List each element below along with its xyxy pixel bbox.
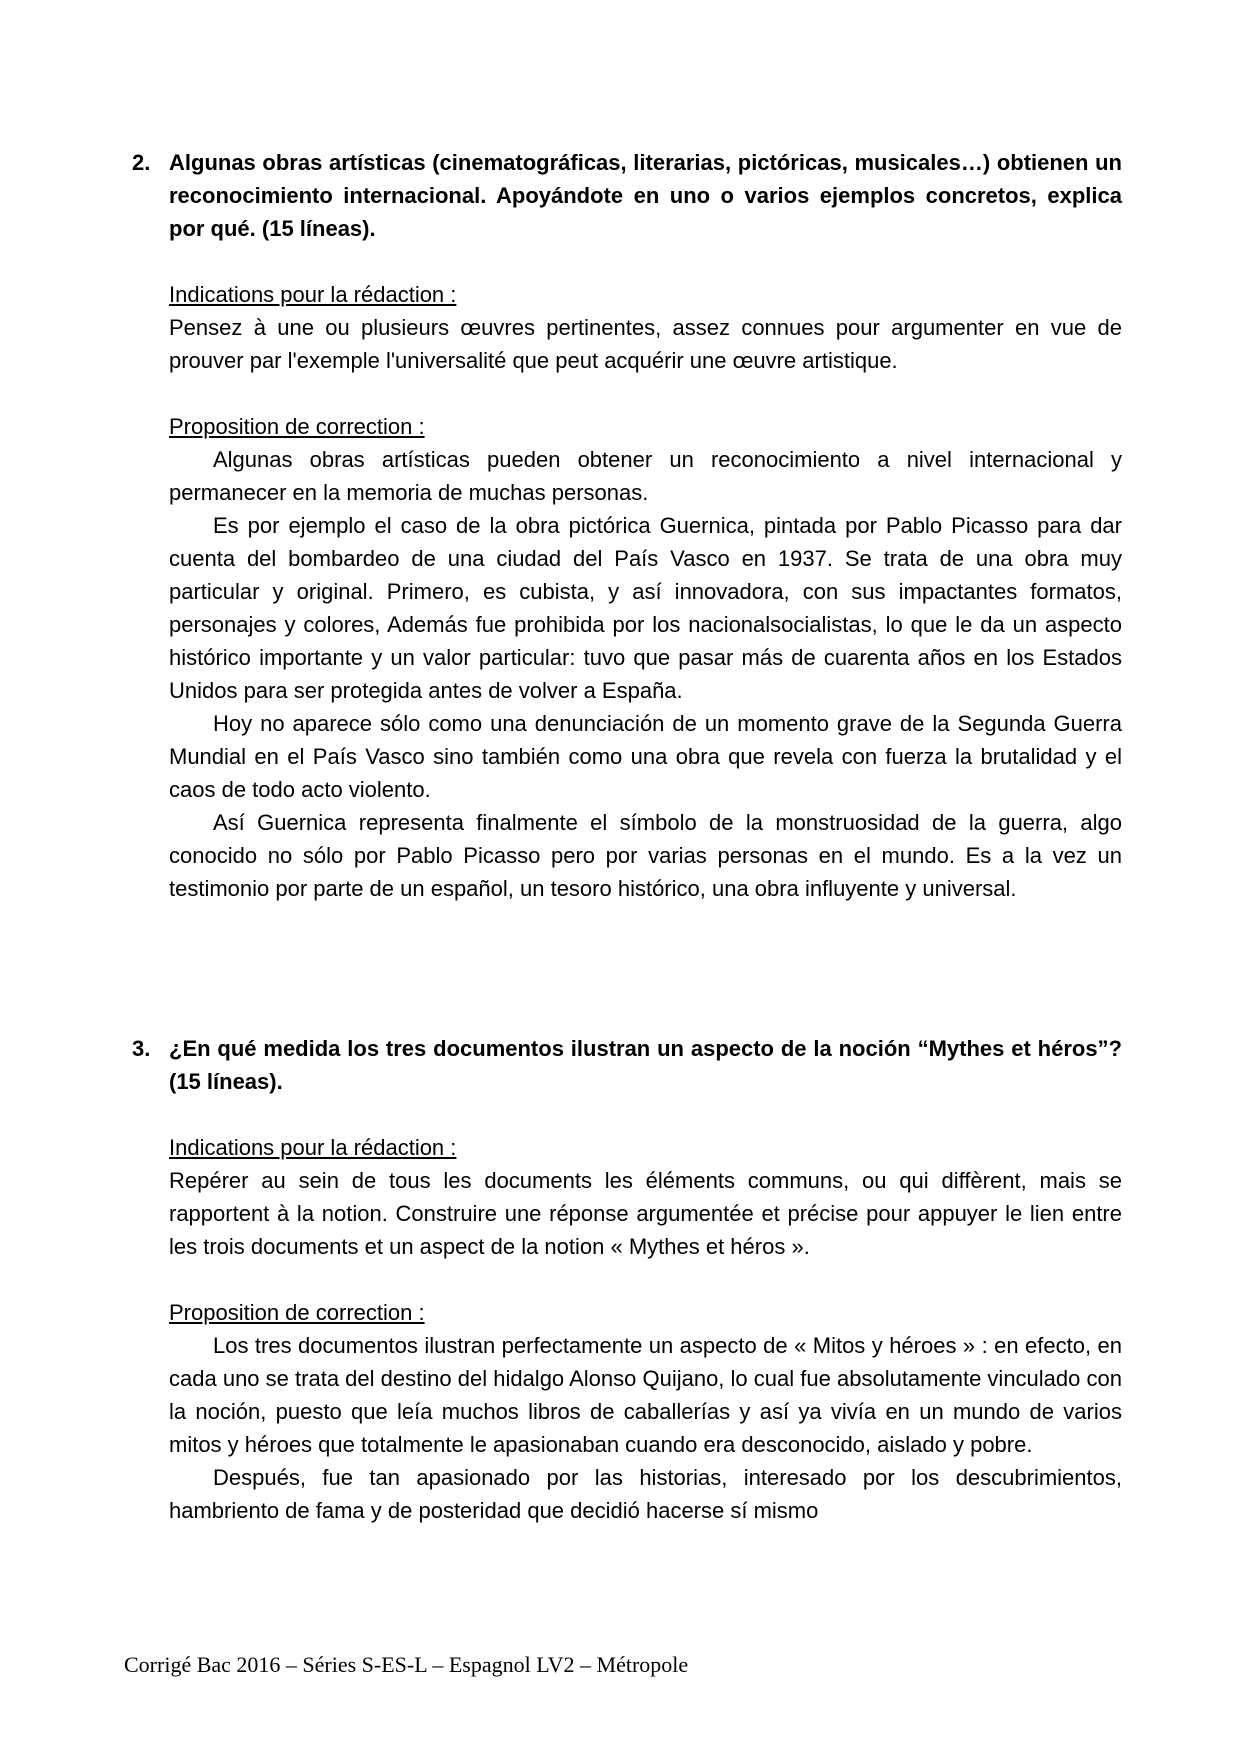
- question-title: Algunas obras artísticas (cinematográficas, literarias, pictóricas, musicales…) obtienen un reconocimiento internacional. Apoyándote en uno o varios ejemplos concretos, explica por qué. (15 líneas).: [169, 150, 1122, 241]
- question-number: 2.: [132, 150, 151, 175]
- correction-paragraph: Así Guernica representa finalmente el símbolo de la monstruosidad de la guerra, algo conocido no sólo por Pablo Picasso pero por varias personas en el mundo. Es a la vez un testimonio por parte de un español, un tesoro histórico, una obra influyente y universal.: [169, 810, 1122, 901]
- question-2: [132, 146, 1122, 905]
- question-3: [132, 1032, 1122, 1527]
- question-body: [169, 146, 1122, 905]
- correction-paragraph: Algunas obras artísticas pueden obtener un reconocimiento a nivel internacional y permanecer en la memoria de muchas personas.: [169, 447, 1122, 505]
- page-footer: Corrigé Bac 2016 – Séries S-ES-L – Espagnol LV2 – Métropole: [124, 1652, 689, 1677]
- indications-text: Repérer au sein de tous les documents les éléments communs, ou qui diffèrent, mais se rapportent à la notion. Construire une réponse argumentée et précise pour appuyer le lien entre les trois documents et un aspect de la notion « Mythes et héros ».: [169, 1168, 1122, 1259]
- indications-heading: Indications pour la rédaction :: [169, 1135, 457, 1160]
- correction-paragraph: Hoy no aparece sólo como una denunciación de un momento grave de la Segunda Guerra Mundial en el País Vasco sino también como una obra que revela con fuerza la brutalidad y el caos de todo acto violento.: [169, 711, 1122, 802]
- question-body: [169, 1032, 1122, 1527]
- correction-heading: Proposition de correction :: [169, 414, 425, 439]
- indications-text: Pensez à une ou plusieurs œuvres pertinentes, assez connues pour argumenter en vue de prouver par l'exemple l'universalité que peut acquérir une œuvre artistique.: [169, 315, 1122, 373]
- indications-heading: Indications pour la rédaction :: [169, 282, 457, 307]
- question-title: ¿En qué medida los tres documentos ilustran un aspecto de la noción “Mythes et héros”? (15 líneas).: [169, 1036, 1122, 1094]
- correction-paragraph: Después, fue tan apasionado por las historias, interesado por los descubrimientos, hambriento de fama y de posteridad que decidió hacerse sí mismo: [169, 1465, 1122, 1523]
- correction-heading: Proposition de correction :: [169, 1300, 425, 1325]
- correction-paragraph: Es por ejemplo el caso de la obra pictórica Guernica, pintada por Pablo Picasso para dar cuenta del bombardeo de una ciudad del País Vasco en 1937. Se trata de una obra muy particular y original. Primero, es cubista, y así innovadora, con sus impactantes formatos, personajes y colores, Además fue prohibida por los nacionalsocialistas, lo que le da un aspecto histórico importante y un valor particular: tuvo que pasar más de cuarenta años en los Estados Unidos para ser protegida antes de volver a España.: [169, 513, 1122, 703]
- question-number: 3.: [132, 1036, 151, 1061]
- correction-paragraph: Los tres documentos ilustran perfectamente un aspecto de « Mitos y héroes » : en efecto, en cada uno se trata del destino del hidalgo Alonso Quijano, lo cual fue absolutamente vinculado con la noción, puesto que leía muchos libros de caballerías y así ya vivía en un mundo de varios mitos y héroes que totalmente le apasionaban cuando era desconocido, aislado y pobre.: [169, 1333, 1122, 1457]
